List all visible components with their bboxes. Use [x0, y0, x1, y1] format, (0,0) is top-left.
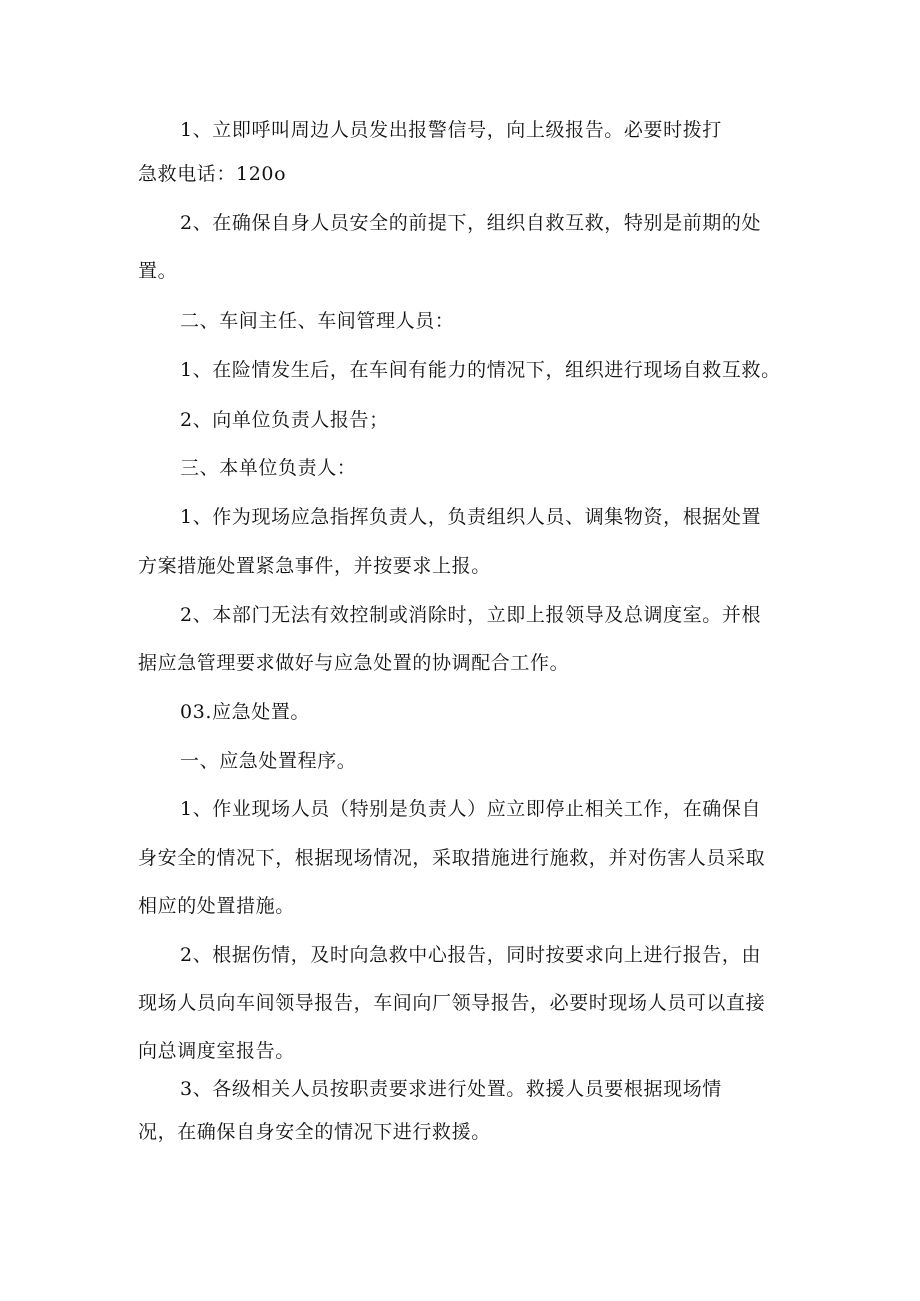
- text-line: 2、本部门无法有效控制或消除时，立即上报领导及总调度室。并根: [180, 604, 762, 626]
- text-line: 2、向单位负责人报告；: [180, 409, 389, 431]
- section-heading: 三、本单位负责人：: [180, 457, 357, 479]
- text-line: 相应的处置措施。: [138, 895, 295, 917]
- text-line: 置。: [138, 260, 178, 282]
- text-line: 3、各级相关人员按职责要求进行处置。救援人员要根据现场情: [180, 1078, 722, 1100]
- text-line: 1、在险情发生后，在车间有能力的情况下，组织进行现场自救互救。: [180, 359, 781, 381]
- text-line: 况，在确保自身安全的情况下进行救援。: [138, 1121, 491, 1143]
- text-line: 2、根据伤情，及时向急救中心报告，同时按要求向上进行报告，由: [180, 944, 762, 966]
- section-heading: 一、应急处置程序。: [180, 750, 357, 772]
- text-line: 向总调度室报告。: [138, 1040, 295, 1062]
- section-heading: 03.应急处置。: [180, 701, 311, 723]
- text-line: 方案措施处置紧急事件，并按要求上报。: [138, 555, 491, 577]
- text-line: 2、在确保自身人员安全的前提下，组织自救互救，特别是前期的处: [180, 212, 762, 234]
- section-heading: 二、车间主任、车间管理人员：: [180, 310, 455, 332]
- text-line: 据应急管理要求做好与应急处置的协调配合工作。: [138, 652, 570, 674]
- text-line: 现场人员向车间领导报告，车间向厂领导报告，必要时现场人员可以直接: [138, 992, 766, 1014]
- text-line: 急救电话：120o: [138, 163, 287, 185]
- text-line: 1、作业现场人员（特别是负责人）应立即停止相关工作，在确保自: [180, 798, 762, 820]
- text-line: 1、作为现场应急指挥负责人，负责组织人员、调集物资，根据处置: [180, 506, 762, 528]
- text-line: 1、立即呼叫周边人员发出报警信号，向上级报告。必要时拨打: [180, 119, 722, 141]
- text-line: 身安全的情况下，根据现场情况，采取措施进行施救，并对伤害人员采取: [138, 847, 766, 869]
